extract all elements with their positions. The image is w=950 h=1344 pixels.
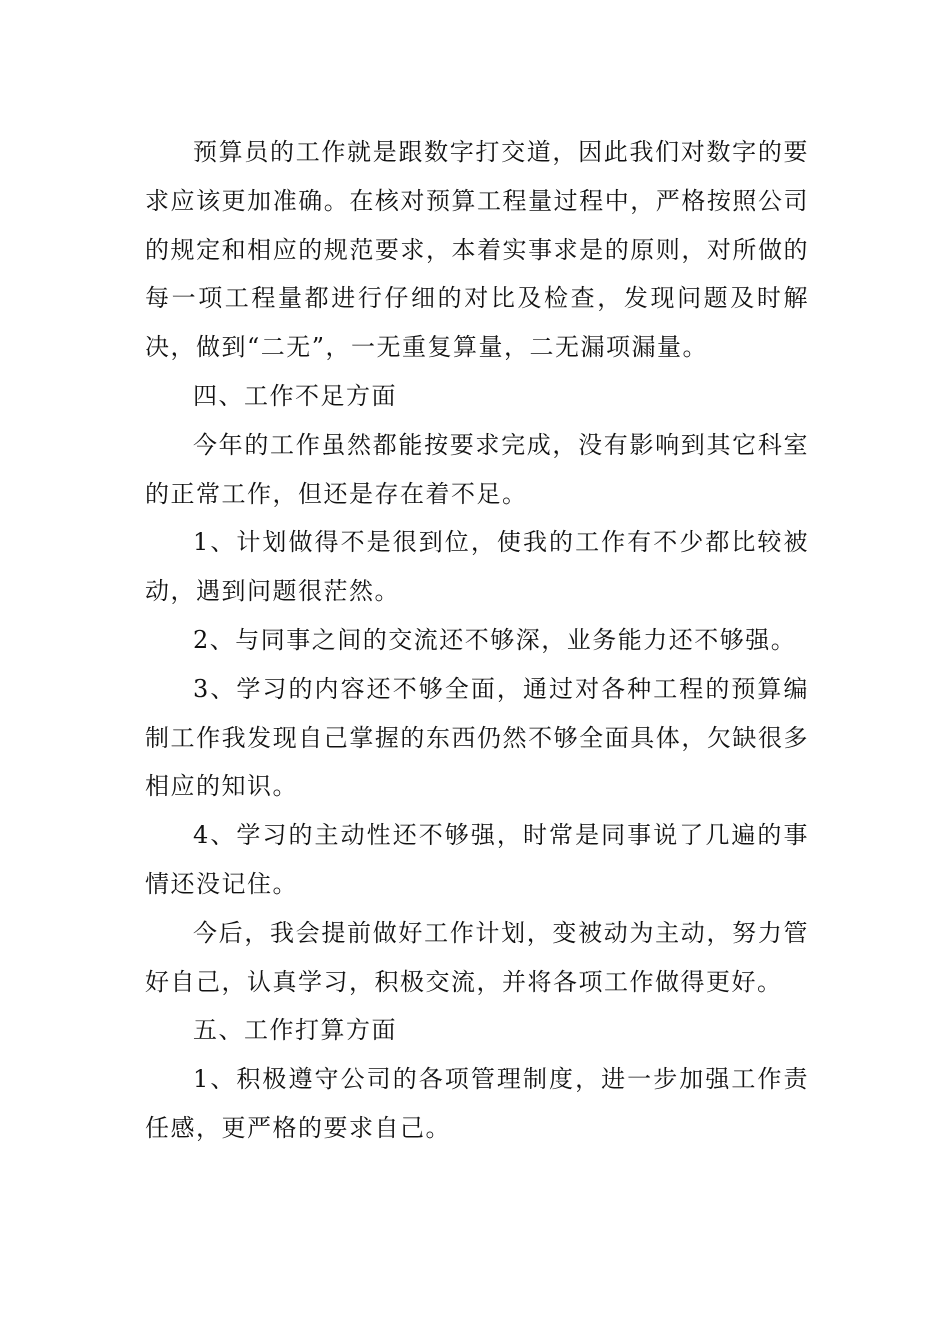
document-body	[145, 128, 809, 1153]
list-item-1: 1、计划做得不是很到位，使我的工作有不少都比较被动，遇到问题很茫然。	[145, 528, 809, 606]
paragraph-precision: 预算员的工作就是跟数字打交道，因此我们对数字的要求应该更加准确。在核对预算工程量过程中，严格按照公司的规定和相应的规范要求，本着实事求是的原则，对所做的每一项工程量都进行仔细的对比及检查，发现问题及时解决，做到“二无”，一无重复算量，二无漏项漏量。	[145, 138, 809, 362]
paragraph-future: 今后，我会提前做好工作计划，变被动为主动，努力管好自己，认真学习，积极交流，并将各项工作做得更好。	[145, 918, 809, 996]
section-heading-shortcomings: 四、工作不足方面	[193, 381, 397, 410]
list-item-4: 4、学习的主动性还不够强，时常是同事说了几遍的事情还没记住。	[145, 821, 809, 898]
plan-item-1: 1、积极遵守公司的各项管理制度，进一步加强工作责任感，更严格的要求自己。	[145, 1065, 809, 1142]
paragraph-shortcomings-intro: 今年的工作虽然都能按要求完成，没有影响到其它科室的正常工作，但还是存在着不足。	[145, 430, 809, 508]
section-heading-plans: 五、工作打算方面	[193, 1016, 397, 1045]
list-item-3: 3、学习的内容还不够全面，通过对各种工程的预算编制工作我发现自己掌握的东西仍然不够全面具体，欠缺很多相应的知识。	[145, 674, 809, 801]
list-item-2: 2、与同事之间的交流还不够深，业务能力还不够强。	[193, 625, 797, 654]
